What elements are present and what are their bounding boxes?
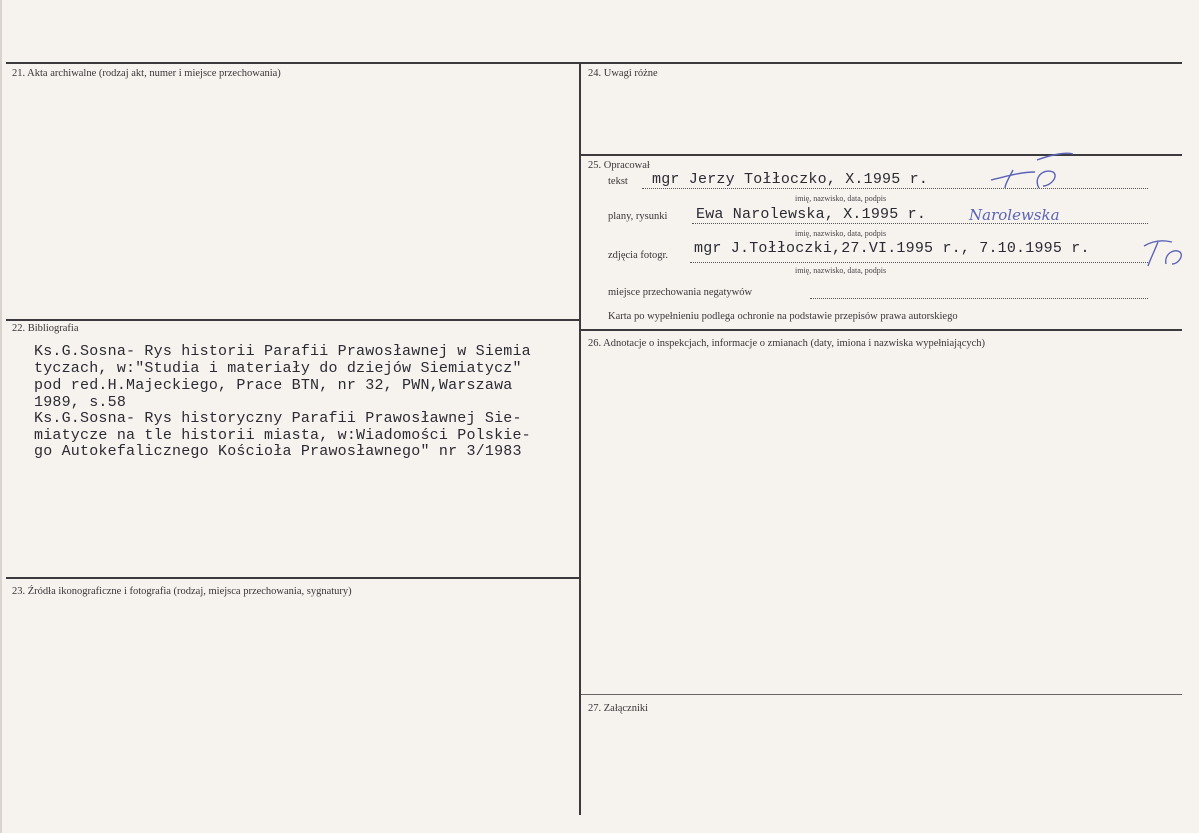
plany-caption: imię, nazwisko, data, podpis: [795, 229, 887, 238]
zdjecia-line: [690, 262, 1148, 263]
tekst-value: mgr Jerzy Tołłoczko, X.1995 r.: [652, 171, 929, 188]
zdjecia-label: zdjęcia fotogr.: [608, 250, 669, 261]
tekst-label: tekst: [608, 176, 628, 187]
plany-signature: [967, 202, 1077, 230]
plany-value: Ewa Narolewska, X.1995 r.: [696, 206, 927, 223]
bibliography-line: 1989, s.58: [34, 394, 127, 411]
section-27-label: 27. Załączniki: [588, 703, 649, 714]
section-25-label: 25. Opracował: [588, 160, 650, 171]
rule-21-22: [6, 319, 579, 321]
rule-25-26: [581, 329, 1182, 331]
section-26-label: 26. Adnotacje o inspekcjach, informacje o zmianach (daty, imiona i nazwiska wypełniających): [588, 338, 986, 349]
bibliography-line: Ks.G.Sosna- Rys historyczny Parafii Prawosławnej Sie-: [34, 410, 522, 427]
tekst-caption: imię, nazwisko, data, podpis: [795, 194, 887, 203]
rule-24-25: [581, 154, 1182, 156]
section-21-label: 21. Akta archiwalne (rodzaj akt, numer i miejsce przechowania): [12, 68, 281, 79]
copyright-note: Karta po wypełnieniu podlega ochronie na podstawie przepisów prawa autorskiego: [608, 311, 958, 322]
plany-line: [692, 223, 1148, 224]
rule-22-23: [6, 577, 579, 579]
column-divider: [579, 62, 581, 815]
section-24-label: 24. Uwagi różne: [588, 68, 658, 79]
section-23-label: 23. Źródła ikonograficzne i fotografia (rodzaj, miejsca przechowania, sygnatury): [12, 586, 352, 597]
zdjecia-caption: imię, nazwisko, data, podpis: [795, 266, 887, 275]
bibliography-line: go Autokefalicznego Kościoła Prawosławnego" nr 3/1983: [34, 443, 522, 460]
zdjecia-value: mgr J.Tołłoczki,27.VI.1995 r., 7.10.1995 r.: [694, 240, 1090, 257]
bibliography-line: tyczach, w:"Studia i materiały do dziejów Siemiatycz": [34, 360, 522, 377]
zdjecia-signature: [1140, 234, 1199, 274]
negatywy-line: [810, 298, 1148, 299]
top-rule: [6, 62, 1182, 64]
rule-26-27: [581, 694, 1182, 695]
bibliography-line: pod red.H.Majeckiego, Prace BTN, nr 32, PWN,Warszawa: [34, 377, 513, 394]
section-22-label: 22. Bibliografia: [12, 323, 79, 334]
plany-signature-text: Narolewska: [969, 206, 1060, 224]
tekst-signature: [987, 150, 1077, 190]
negatywy-label: miejsce przechowania negatywów: [608, 287, 753, 298]
bibliography-line: miatycze na tle historii miasta, w:Wiadomości Polskie-: [34, 427, 531, 444]
plany-label: plany, rysunki: [608, 211, 668, 222]
bibliography-line: Ks.G.Sosna- Rys historii Parafii Prawosławnej w Siemia: [34, 343, 531, 360]
